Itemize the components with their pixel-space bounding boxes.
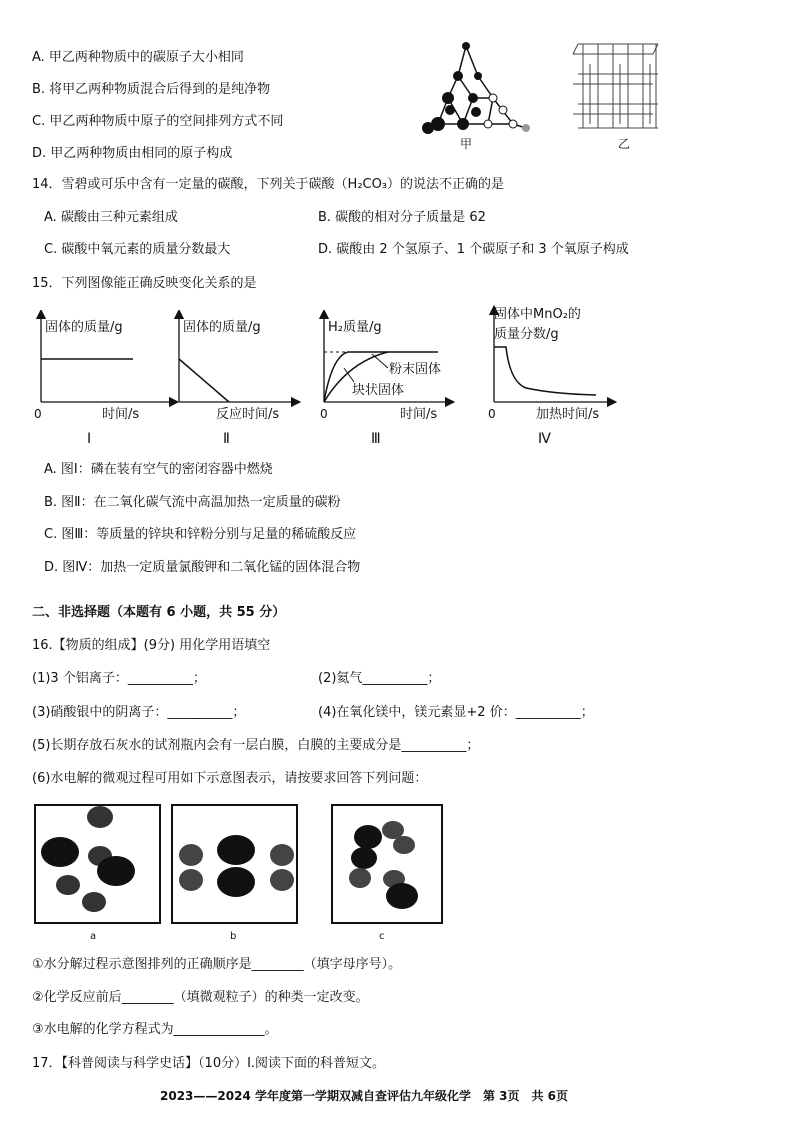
q15-option-a: A. 图Ⅰ：磷在装有空气的密闭容器中燃烧 [44,462,273,477]
graph-3-origin: 0 [320,407,328,421]
q16-sub-3: ③水电解的化学方程式为______________。 [32,1022,278,1037]
carbon-structures-figure [418,36,688,176]
q16-sub-1: ①水分解过程示意图排列的正确顺序是________（填字母序号）。 [32,957,402,972]
q17-stem: 17．【科普阅读与科学史话】（10分）Ⅰ.阅读下面的科普短文。 [32,1056,386,1071]
label-yi: 乙 [618,137,631,151]
graph-2-numeral: Ⅱ [223,431,230,447]
graph-4-xlabel: 加热时间/s [536,407,600,422]
label-jia: 甲 [460,137,473,151]
q16-part-5: (5)长期存放石灰水的试剂瓶内会有一层白膜，白膜的主要成分是__________； [32,738,480,753]
graph-1-numeral: Ⅰ [87,431,92,447]
q15-stem: 15．下列图像能正确反映变化关系的是 [32,276,257,291]
graph-4-ylabel-1: 固体中MnO₂的 [494,307,581,322]
q14-option-a: A. 碳酸由三种元素组成 [44,210,178,225]
graph-3 [318,310,468,450]
diagram-box-b [172,805,297,923]
box-b-label: b [230,931,237,942]
q13-option-a: A. 甲乙两种物质中的碳原子大小相同 [32,50,244,65]
graph-4-ylabel-2: 质量分数/g [494,327,559,342]
q15-option-b: B. 图Ⅱ：在二氧化碳气流中高温加热一定质量的碳粉 [44,495,341,510]
q16-part-4: (4)在氧化镁中，镁元素显+2 价：__________； [318,705,594,720]
graph-2-xlabel: 反应时间/s [216,407,280,422]
graph-2-curve [179,359,229,402]
graph-4-origin: 0 [488,407,496,421]
graph-3-label-block: 块状固体 [352,383,405,398]
q16-part-3: (3)硝酸银中的阴离子：__________； [32,705,246,720]
diagram-box-a [35,805,160,923]
q16-sub-2: ②化学反应前后________（填微观粒子）的种类一定改变。 [32,990,369,1005]
q16-part-2: (2)氦气__________； [318,671,441,686]
graph-4-numeral: Ⅳ [538,431,551,447]
graph-3-pointer-powder [372,354,388,368]
box-c-label: c [379,931,385,942]
q16-part-1: (1)3 个铝离子：__________； [32,671,206,686]
graph-2 [170,310,310,450]
q13-option-c: C. 甲乙两种物质中原子的空间排列方式不同 [32,114,284,129]
diagram-box-c [332,805,442,923]
q14-stem: 14．雪碧或可乐中含有一定量的碳酸，下列关于碳酸（H₂CO₃）的说法不正确的是 [32,177,505,192]
graph-4-curve [494,347,596,395]
q16-stem: 16.【物质的组成】(9分) 用化学用语填空 [32,638,271,653]
q16-part-6: (6)水电解的微观过程可用如下示意图表示，请按要求回答下列问题： [32,771,428,786]
graph-1-xlabel: 时间/s [102,407,140,422]
q13-option-b: B. 将甲乙两种物质混合后得到的是纯净物 [32,82,271,97]
graph-3-numeral: Ⅲ [371,431,381,447]
graph-3-xlabel: 时间/s [400,407,438,422]
graph-4 [484,302,644,450]
graph-2-ylabel: 固体的质量/g [183,320,261,335]
graph-1-origin: 0 [34,407,42,421]
structure-jia [422,42,530,134]
q15-option-c: C. 图Ⅲ：等质量的锌块和锌粉分别与足量的稀硫酸反应 [44,527,357,542]
graph-3-ylabel: H₂质量/g [328,320,382,335]
section-2-heading: 二、非选择题（本题有 6 小题，共 55 分） [32,605,286,620]
q13-option-d: D. 甲乙两种物质由相同的原子构成 [32,146,233,161]
electrolysis-diagrams [30,800,450,945]
structure-yi [573,44,658,128]
graph-1 [30,310,180,450]
graph-3-label-powder: 粉末固体 [389,362,442,377]
q14-option-d: D. 碳酸由 2 个氢原子、1 个碳原子和 3 个氧原子构成 [318,242,629,257]
q14-option-b: B. 碳酸的相对分子质量是 62 [318,210,486,225]
q14-option-c: C. 碳酸中氧元素的质量分数最大 [44,242,231,257]
q15-option-d: D. 图Ⅳ：加热一定质量氯酸钾和二氧化锰的固体混合物 [44,560,361,575]
box-a-label: a [90,931,97,942]
page-footer: 2023——2024 学年度第一学期双减自查评估九年级化学 第 3页 共 6页 [160,1089,569,1103]
graph-1-ylabel: 固体的质量/g [45,320,123,335]
